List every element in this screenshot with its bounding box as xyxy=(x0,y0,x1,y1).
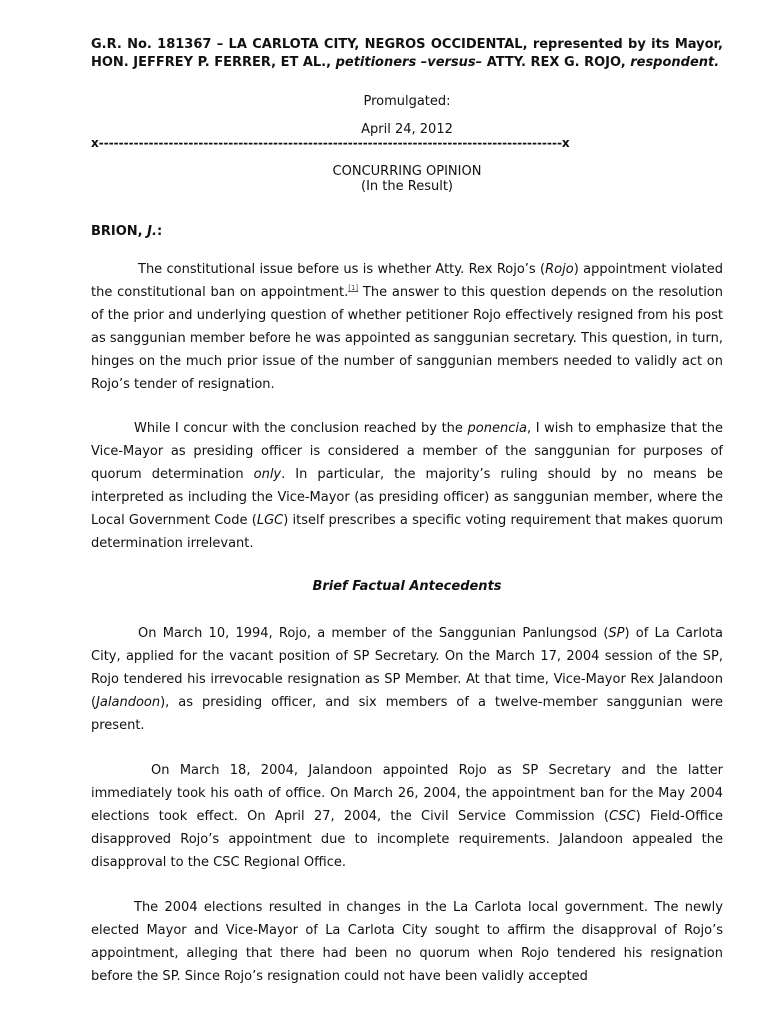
paragraph-4 xyxy=(91,759,723,874)
author-colon: : xyxy=(156,224,163,239)
p4-text-c: ) Field-Office disapproved Rojo’s appointment due to incomplete requirements. Jalandoon appealed the disapproval to the CSC Regional Office. xyxy=(91,809,723,870)
author-line xyxy=(91,223,162,241)
p2-text-b: ponencia xyxy=(467,421,527,436)
p3-text-a: On March 10, 1994, Rojo, a member of the Sanggunian Panlungsod ( xyxy=(138,626,609,641)
p3-text-d: Jalandoon xyxy=(96,695,161,710)
paragraph-2 xyxy=(91,417,723,555)
p1-text-d: The answer to this question depends on the resolution of the prior and underlying question of whether petitioner Rojo effectively resigned from his post as sanggunian member before he was appointed as sanggunian secretary. This question, in turn, hinges on the much prior issue of the number of sanggunian members needed to validly act on Rojo’s tender of resignation. xyxy=(91,285,723,392)
petitioners-label: petitioners –versus– xyxy=(331,55,483,70)
p5-text-a: The 2004 elections resulted in changes in the La Carlota local government. The newly elected Mayor and Vice-Mayor of La Carlota City sought to affirm the disapproval of Rojo’s appointment, alleging that there had been no quorum when Rojo tendered his resignation before the SP. Since Rojo’s resignation could not have been validly accepted xyxy=(91,900,723,984)
paragraph-3 xyxy=(91,622,723,737)
respondent-label: respondent. xyxy=(625,55,720,70)
author-suffix: J. xyxy=(147,224,157,239)
p3-text-c: ) of La Carlota City, applied for the vacant position of SP Secretary. On the March 17, 2004 session of the SP, Rojo tendered his irrevocable resignation as SP Member. At that time, Vice-Mayor Rex Jalandoon ( xyxy=(91,626,723,710)
author-name: BRION, xyxy=(91,224,143,239)
promulgated-label: Promulgated: xyxy=(363,94,451,109)
p1-text-a: The constitutional issue before us is whether Atty. Rex Rojo’s ( xyxy=(138,262,546,277)
p4-text-a: On March 18, 2004, Jalandoon appointed Rojo as SP Secretary and the latter immediately took his oath of office. On March 26, 2004, the appointment ban for the May 2004 elections took effect. On April 27, 2004, the Civil Service Commission ( xyxy=(91,763,723,824)
p3-text-b: SP xyxy=(608,626,625,641)
p1-text-c: ) appointment violated the constitutional ban on appointment. xyxy=(91,262,723,300)
p2-text-d: only xyxy=(253,467,282,482)
p2-text-c: , I wish to emphasize that the Vice-Mayor as presiding officer is considered a member of the sanggunian for purposes of quorum determination xyxy=(91,421,723,482)
case-number: G.R. No. 181367 – LA CARLOTA CITY, NEGROS OCCIDENTAL, represented by its Mayor, HON. JEFFREY P. FERRER, ET AL., xyxy=(91,37,723,70)
p2-text-a: While I concur with the conclusion reached by the xyxy=(134,421,468,436)
footnote-link[interactable]: [1] xyxy=(348,284,359,292)
paragraph-1 xyxy=(91,258,723,396)
paragraph-5 xyxy=(91,896,723,988)
separator-line: x---------------------------------------------------------------------------------------------x xyxy=(91,136,570,150)
p2-text-f: LGC xyxy=(256,513,284,528)
p3-text-e: ), as presiding officer, and six members of a twelve-member sanggunian were present. xyxy=(91,695,723,733)
promulgated-date: April 24, 2012 xyxy=(361,122,453,137)
p1-text-b: Rojo xyxy=(545,262,574,277)
opinion-subtitle: (In the Result) xyxy=(361,179,453,194)
section-heading: Brief Factual Antecedents xyxy=(312,579,502,594)
respondent-name: ATTY. REX G. ROJO, xyxy=(482,55,626,70)
p2-text-e: . In particular, the majority’s ruling should by no means be interpreted as including the Vice-Mayor (as presiding officer) as sanggunian member, where the Local Government Code ( xyxy=(91,467,723,528)
opinion-title: CONCURRING OPINION xyxy=(332,164,482,179)
case-caption xyxy=(91,36,723,72)
p4-text-b: CSC xyxy=(608,809,636,824)
p2-text-g: ) itself prescribes a specific voting requirement that makes quorum determination irrelevant. xyxy=(91,513,723,551)
